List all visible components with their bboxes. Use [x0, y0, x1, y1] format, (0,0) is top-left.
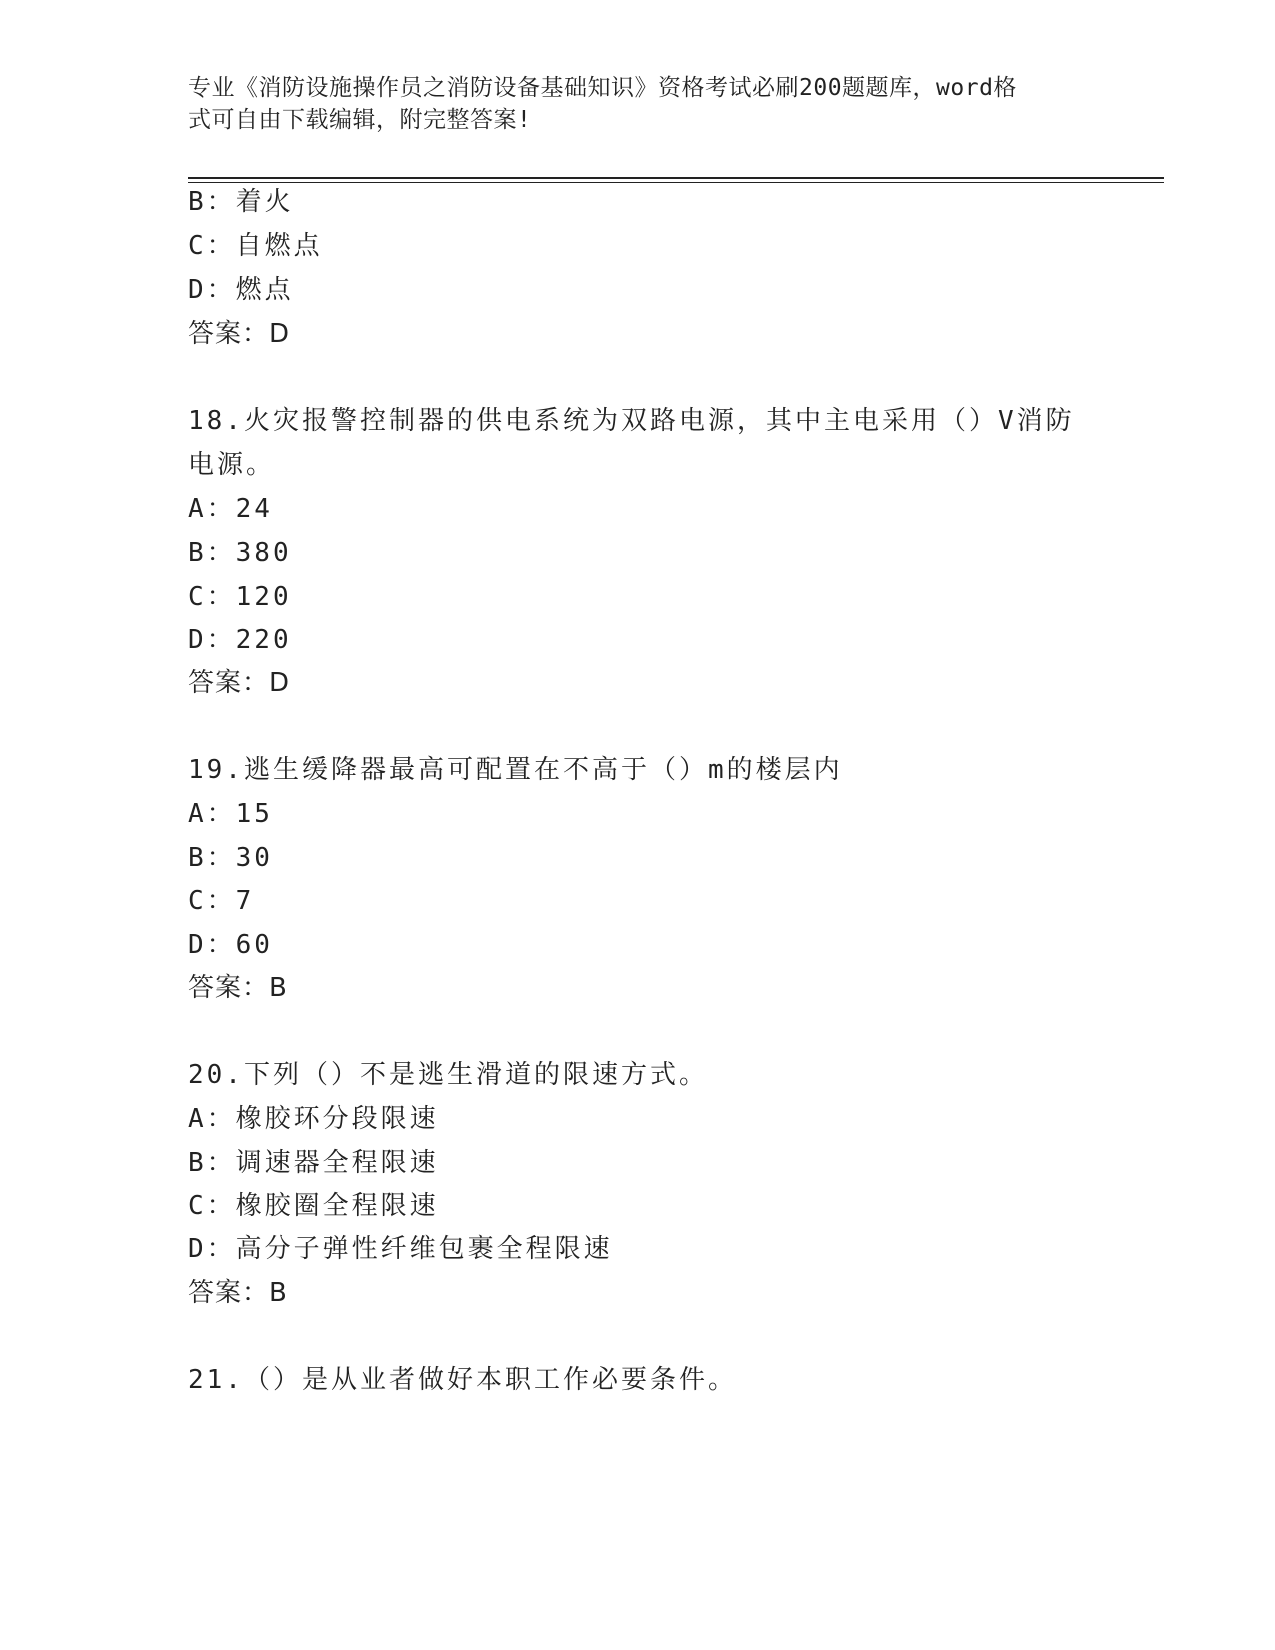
question-18-answer: 答案：D	[188, 668, 291, 698]
option-d: D：燃点	[188, 275, 294, 305]
header-divider-thick	[188, 177, 1164, 179]
question-19-option-b: B：30	[188, 843, 273, 873]
question-20-answer: 答案：B	[188, 1278, 288, 1308]
header-line-2: 式可自由下载编辑，附完整答案!	[188, 107, 532, 133]
header-divider-thin	[188, 182, 1164, 183]
question-18-stem: 18.火灾报警控制器的供电系统为双路电源，其中主电采用（）V消防	[188, 406, 1075, 436]
option-c: C：自燃点	[188, 231, 323, 261]
question-18-option-b: B：380	[188, 538, 292, 568]
question-18-option-d: D：220	[188, 625, 292, 655]
question-18-stem-cont: 电源。	[188, 450, 276, 480]
header-line-1: 专业《消防设施操作员之消防设备基础知识》资格考试必刷200题题库，word格	[188, 75, 1017, 101]
option-b: B：着火	[188, 187, 294, 217]
question-20-stem: 20.下列（）不是逃生滑道的限速方式。	[188, 1060, 708, 1090]
question-18-option-c: C：120	[188, 582, 292, 612]
question-20-option-c: C：橡胶圈全程限速	[188, 1191, 439, 1221]
question-19-stem: 19.逃生缓降器最高可配置在不高于（）m的楼层内	[188, 755, 843, 785]
question-20-option-a: A：橡胶环分段限速	[188, 1104, 439, 1134]
question-18-option-a: A：24	[188, 494, 273, 524]
question-20-option-b: B：调速器全程限速	[188, 1148, 439, 1178]
question-20-option-d: D：高分子弹性纤维包裹全程限速	[188, 1234, 613, 1264]
question-19-option-c: C：7	[188, 886, 255, 916]
document-header	[188, 72, 1068, 136]
question-19-answer: 答案：B	[188, 973, 288, 1003]
question-21-stem: 21.（）是从业者做好本职工作必要条件。	[188, 1365, 737, 1395]
answer-line: 答案：D	[188, 319, 291, 349]
question-19-option-d: D：60	[188, 930, 273, 960]
question-19-option-a: A：15	[188, 799, 273, 829]
